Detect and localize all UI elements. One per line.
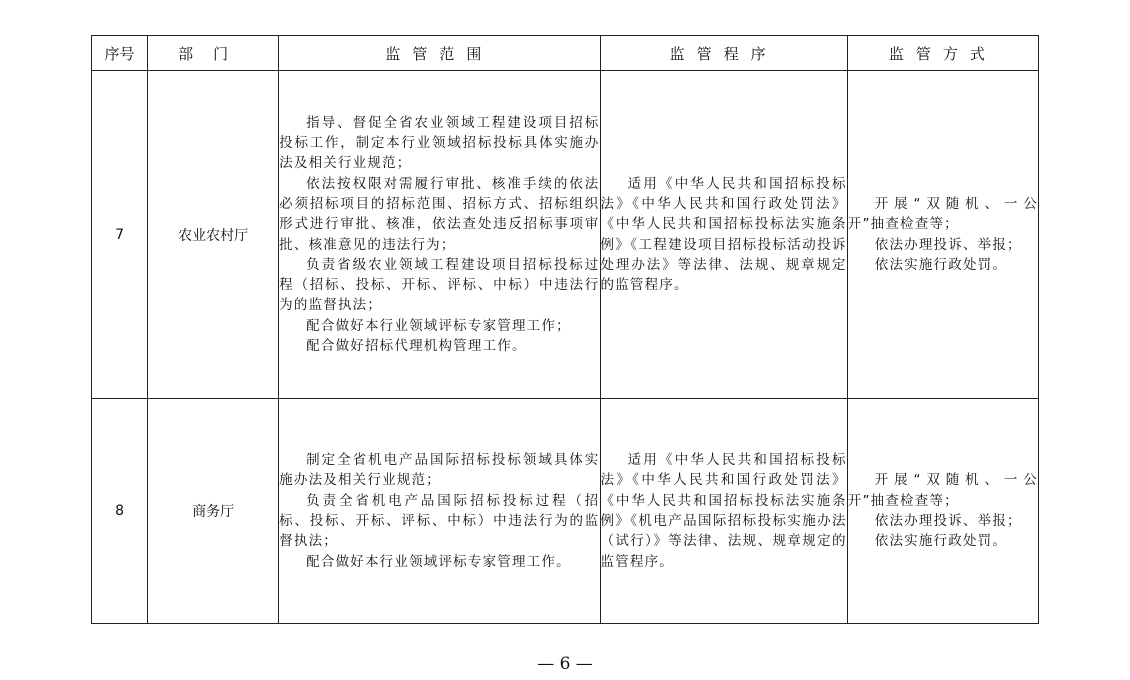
- method-paragraph: 开展“双随机、一公开”抽查检查等；: [847, 195, 1038, 233]
- scope-paragraph: 配合做好本行业领域评标专家管理工作；: [306, 317, 571, 334]
- procedure-paragraph: 适用《中华人民共和国招标投标法》《中华人民共和国行政处罚法》《中华人民共和国招标投标法实施条例》《机电产品国际招标投标实施办法（试行）》等法律、法规、规章规定的监管程序。: [600, 452, 847, 570]
- header-dept: 部门: [148, 36, 279, 71]
- row-number: 8: [92, 399, 148, 624]
- header-scope: 监管范围: [279, 36, 600, 71]
- supervision-table: [91, 35, 1039, 624]
- page-number: — 6 —: [537, 654, 593, 674]
- procedure-paragraph: 适用《中华人民共和国招标投标法》《中华人民共和国行政处罚法》《中华人民共和国招标投标法实施条例》《工程建设项目招标投标活动投诉处理办法》等法律、法规、规章规定的监管程序。: [600, 175, 847, 294]
- header-procedure: 监管程序: [600, 36, 847, 71]
- table-row: [92, 71, 1039, 399]
- scope-paragraph: 配合做好招标代理机构管理工作。: [306, 337, 527, 354]
- row-dept: 商务厅: [148, 399, 279, 624]
- row-method: [847, 399, 1038, 624]
- scope-paragraph: 负责省级农业领域工程建设项目招标投标过程（招标、投标、开标、评标、中标）中违法行为的监督执法；: [279, 256, 600, 314]
- method-paragraph: 依法办理投诉、举报；: [874, 513, 1022, 529]
- scope-paragraph: 依法按权限对需履行审批、核准手续的依法必须招标项目的招标范围、招标方式、招标组织形式进行审批、核准，依法查处违反招标事项审批、核准意见的违法行为；: [279, 175, 600, 253]
- method-paragraph: 依法实施行政处罚。: [874, 256, 1008, 273]
- row-procedure: [600, 399, 847, 624]
- row-number: 7: [92, 71, 148, 399]
- method-paragraph: 依法实施行政处罚。: [874, 533, 1008, 550]
- row-dept: 农业农村厅: [148, 71, 279, 399]
- method-paragraph: 开展“双随机、一公开”抽查检查等；: [847, 472, 1038, 509]
- table-row: [92, 399, 1039, 624]
- header-method: 监管方式: [847, 36, 1038, 71]
- header-no: 序号: [92, 36, 148, 71]
- method-paragraph: 依法办理投诉、举报；: [874, 236, 1022, 253]
- table-header-row: [92, 36, 1039, 71]
- row-procedure: [600, 71, 847, 399]
- scope-paragraph: 负责全省机电产品国际招标投标过程（招标、投标、开标、评标、中标）中违法行为的监督执法；: [279, 492, 600, 550]
- row-scope: [279, 399, 600, 624]
- scope-paragraph: 配合做好本行业领域评标专家管理工作。: [306, 553, 571, 570]
- scope-paragraph: 制定全省机电产品国际招标投标领域具体实施办法及相关行业规范；: [279, 452, 600, 489]
- row-method: [847, 71, 1038, 399]
- row-scope: [279, 71, 600, 399]
- scope-paragraph: 指导、督促全省农业领域工程建设项目招标投标工作，制定本行业领域招标投标具体实施办法及相关行业规范；: [279, 114, 600, 172]
